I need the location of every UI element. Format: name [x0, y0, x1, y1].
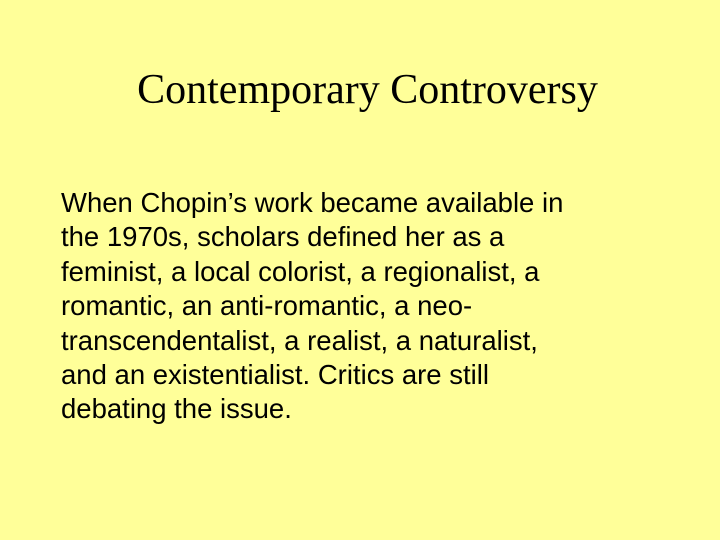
slide-title: Contemporary Controversy — [137, 67, 598, 113]
body-line: When Chopin’s work became available in — [61, 187, 564, 218]
body-line: debating the issue. — [61, 393, 292, 425]
body-line: and an existentialist. Critics are still — [61, 359, 489, 391]
body-line: romantic, an anti-romantic, a neo- — [61, 290, 473, 322]
body-line: feminist, a local colorist, a regionalist, a — [61, 255, 540, 287]
slide-body-text — [61, 186, 671, 427]
body-line: the 1970s, scholars defined her as a — [61, 221, 505, 253]
body-line: transcendentalist, a realist, a naturalist, — [61, 324, 538, 356]
